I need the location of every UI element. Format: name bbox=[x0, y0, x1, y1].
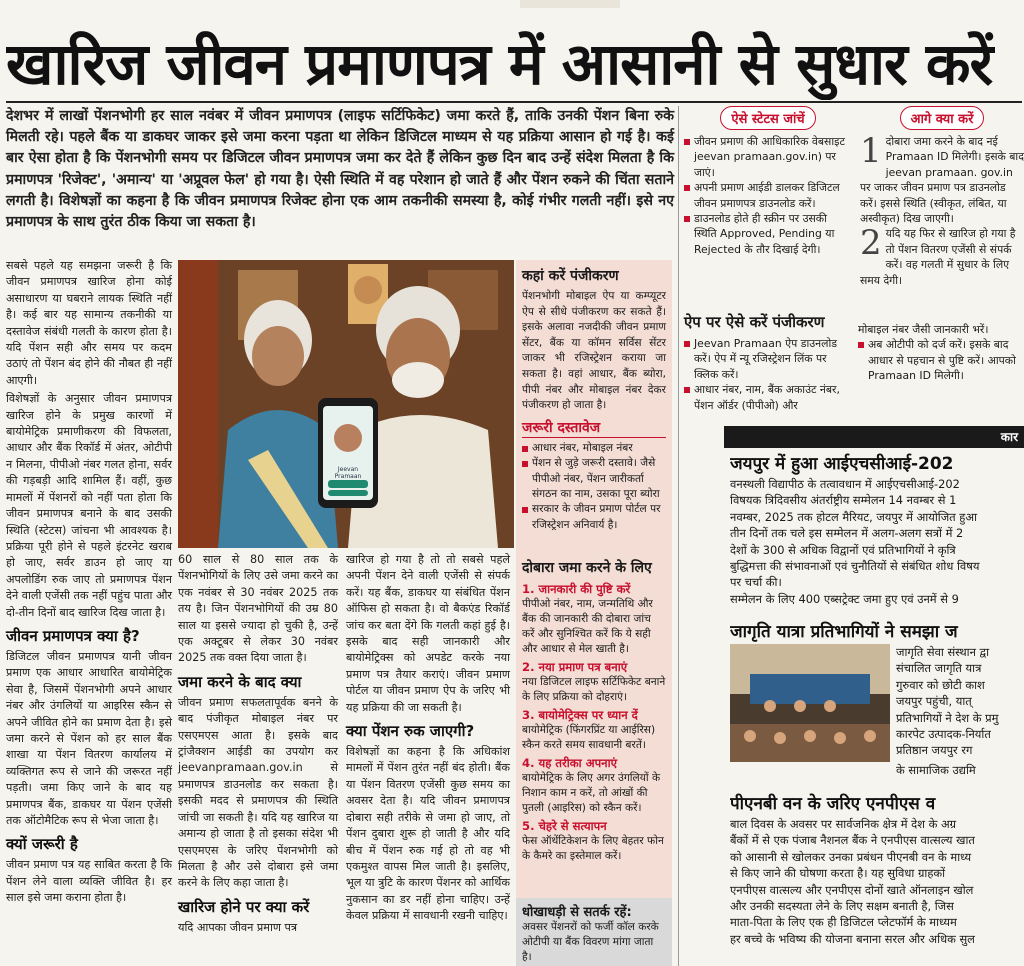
next-step-text: यदि यह फिर से खारिज हो गया है तो पेंशन वितरण एजेंसी से संपर्क करें। वह गलती में सुधार के लिए समय देगी। bbox=[860, 227, 1016, 287]
col1-para-1: सबसे पहले यह समझना जरूरी है कि जीवन प्रमाणपत्र खारिज होना कोई असाधारण या घबराने लायक स्थिति नहीं है। कई बार यह सामान्य तकनीकी या दस्तावेज संबंधी गलती के कारण होता है। यदि पेंशन सही और समय पर कदम उठाएं तो पेंशन बंद होने की नौबत ही नहीं आएगी। bbox=[6, 259, 172, 387]
news-line: एनपीएस वात्सल्य और एनपीएस दोनों खाते ऑनलाइन खोल bbox=[730, 882, 974, 897]
photo-illustration bbox=[178, 260, 514, 548]
fraud-warning-box bbox=[516, 898, 672, 966]
news-line: विषयक त्रिदिवसीय अंतर्राष्ट्रीय सम्मेलन 14 नवम्बर से 1 bbox=[730, 493, 957, 508]
next-step-1 bbox=[860, 131, 1024, 226]
col3-para-1: खारिज हो गया है तो तो सबसे पहले अपनी पेंशन देने वाली एजेंसी से संपर्क करें। यह बैंक, डाकघर या संबंधित पेंशन ऑफिस हो सकता है। वो बैकएंड रिकॉर्ड जांच कर बता देंगे कि गलती कहां हुई है। इसके बाद सही जानकारी और बायोमेट्रिक्स को अपडेट करके नया प्रमाण पत्र तैयार कराएं। जीवन प्रमाण पोर्टल या जीवन प्रमाण ऐप के जरिए भी यह प्रक्रिया की जा सकती है। bbox=[346, 553, 510, 714]
news-line: प्रतिभागियों ने देश के प्रमु bbox=[896, 710, 999, 725]
col2-subhead-2: खारिज होने पर क्या करें bbox=[178, 897, 310, 916]
lead-paragraph: देशभर में लाखों पेंशनभोगी हर साल नवंबर में जीवन प्रमाणपत्र (लाइफ सर्टिफिकेट) जमा करते हैं, ताकि उनकी पेंशन बिना रुके मिलती रहे। पहले बैंक या डाकघर जाकर इसे जमा करना पड़ता था लेकिन डिजिटल माध्यम से यह प्रक्रिया आसान हो गई है। कई बार ऐसा होता है कि पेंशनभोगी समय पर डिजिटल जीवन प्रमाणपत्र जमा कर देते हैं लेकिन कुछ दिन बाद उन्हें संदेश मिलता है कि प्रमाणपत्र 'रिजेक्ट', 'अमान्य' या 'अप्रूवल फेल' हो गया है। ऐसी स्थिति में वह परेशान हो जाते हैं और पेंशन रुकने की चिंता सताने लगती है। विशेषज्ञों का कहना है कि जीवन प्रमाणपत्र रिजेक्ट होना एक आम तकनीकी समस्या है, कोई गंभीर गलती नहीं। इसे नए प्रमाणपत्र के साथ तुरंत ठीक किया जा सकता है। bbox=[6, 108, 674, 231]
column-divider bbox=[678, 106, 679, 966]
step-heading: 4. यह तरीका अपनाएं bbox=[522, 756, 618, 770]
step-text: बायोमेट्रिक (फिंगरप्रिंट या आईरिस) स्कैन करते समय सावधानी बरतें। bbox=[522, 724, 656, 751]
col2-para-2: जीवन प्रमाण सफलतापूर्वक बनने के बाद पंजीकृत मोबाइल नंबर पर एसएमएस आता है। इसके बाद ट्रांजैक्शन आईडी का उपयोग कर jeevanpramaan.gov.in से प्रमाणपत्र डाउनलोड कर सकता है। इसकी मदद से प्रमाणपत्र की स्थिति जांची जा सकती है। यदि यह खारिज या अमान्य हो जाता है तो इसका संदेश भी एसएमएस के जरिए पेंशनभोगी को मिलता है और उसे दोबारा इसे जमा करने के लिए कहा जाता है। bbox=[178, 695, 338, 890]
col2-para-1: 60 साल से 80 साल तक के पेंशनभोगियों के लिए उसे जमा करने का एक नवंबर से 30 नवंबर 2025 तक तय है। जिन पेंशनभोगियों की उम्र 80 साल या इससे ज्यादा हो चुकी है, उन्हें एक अक्टूबर से लेकर 30 नवंबर 2025 तक वक्त दिया जाता है। bbox=[178, 553, 338, 665]
news-line: गुरुवार को छोटी काश bbox=[896, 677, 985, 692]
news-line: तीन दिनों तक चले इस सम्मेलन में अलग-अलग सत्रों में 2 bbox=[730, 526, 964, 541]
step-heading: 2. नया प्रमाण पत्र बनाएं bbox=[522, 660, 628, 674]
news-headline-3: पीएनबी वन के जरिए एनपीएस व bbox=[730, 794, 936, 814]
next-step-2 bbox=[860, 223, 1024, 288]
fraud-text: अवसर पेंशनरों को फर्जी कॉल करके ओटीपी या बैंक विवरण मांगा जाता है। bbox=[522, 921, 659, 963]
event-photo bbox=[730, 644, 890, 762]
app-step: अब ओटीपी को दर्ज करें। इसके बाद आधार से पहचान से पुष्टि करें। आपको Pramaan ID मिलेगी। bbox=[858, 337, 1018, 383]
col1-para-2: विशेषज्ञों के अनुसार जीवन प्रमाणपत्र खारिज होने के प्रमुख कारणों में बायोमेट्रिक प्रमाणीकरण की विफलता, आधार और बैंक रिकॉर्ड में अंतर, ओटीपी न मिलना, पीपीओ नंबर गलत होना, सर्वर की गड़बड़ी आदि शामिल हैं। वहीं, कुछ मामलों में पेंशनरों को नहीं पता होता कि जीवन प्रमाणपत्र बनाने के बाद उसकी स्थिति (स्टेटस) जांचना भी आवश्यक है। प्रक्रिया पूरी होने से पहले इंटरनेट खराब हो जाए, सर्वर डाउन हो जाए या अपलोडिंग रुक जाए तो प्रमाणपत्र पेंशन देने वाली एजेंसी तक नहीं पहुंच पाता और दो-तीन दिनों बाद खारिज दिख जाता है। bbox=[6, 392, 172, 619]
step-text: बायोमेट्रिक के लिए अगर उंगलियों के निशान काम न करें, तो आंखों की पुतली (आइरिस) को स्कैन करें। bbox=[522, 772, 661, 814]
news-line: संचालित जागृति यात्र bbox=[896, 661, 982, 676]
news-line: के सामाजिक उद्यमि bbox=[896, 763, 976, 777]
news-headline-2: जागृति यात्रा प्रतिभागियों ने समझा ज bbox=[730, 622, 958, 642]
next-title: आगे क्या करें bbox=[900, 106, 985, 130]
col1-subhead-2: क्यों जरूरी है bbox=[6, 835, 78, 854]
document-item: पेंशन से जुड़े जरूरी दस्तावे। जैसे पीपीओ नंबर, पेंशन जारीकर्ता संगठन का नाम, उसका पूरा ब्योरा bbox=[522, 456, 666, 502]
article-column-1 bbox=[6, 258, 172, 909]
news-section-label: कार bbox=[1000, 430, 1018, 444]
step-heading: 3. बायोमेट्रिक्स पर ध्यान दें bbox=[522, 708, 638, 722]
step-text: फेस ऑथेंटिकेशन के लिए बेहतर फोन के कैमरे का इस्तेमाल करें। bbox=[522, 835, 664, 862]
news-headline-1: जयपुर में हुआ आईएचसीआई-202 bbox=[730, 454, 954, 474]
next-steps-box bbox=[860, 106, 1024, 288]
news-line: जागृति सेवा संस्थान द्वा bbox=[896, 645, 990, 659]
status-item: जीवन प्रमाण की आधिकारिक वेबसाइट jeevan pramaan.gov.in) पर जाएं। bbox=[684, 134, 852, 180]
phone-app-label: Jeevan Pramaan bbox=[334, 466, 362, 480]
status-item: अपनी प्रमाण आईडी डालकर डिजिटल जीवन प्रमाणपत्र डाउनलोड करें। bbox=[684, 180, 852, 211]
news-line: पर चर्चा की। bbox=[730, 575, 782, 590]
app-step: Jeevan Pramaan ऐप डाउनलोड करें। ऐप में न्यू रजिस्ट्रेशन लिंक पर क्लिक करें। bbox=[684, 336, 848, 382]
news-line: बाल दिवस के अवसर पर सार्वजनिक क्षेत्र में देश के अग्र bbox=[730, 817, 957, 831]
news-story-3 bbox=[730, 792, 1024, 947]
page-headline: खारिज जीवन प्रमाणपत्र में आसानी से सुधार करें bbox=[6, 30, 993, 98]
col1-para-3: डिजिटल जीवन प्रमाणपत्र यानी जीवन प्रमाण एक आधार आधारित बायोमेट्रिक सेवा है, जिसमें पेंशनभोगी अपने आधार नंबर और उंगलियों या आइरिस स्कैन से अपने जीवित होने का प्रमाण देता है। इसे जमा करने से पेंशन को हर साल बैंक शाखा या पेंशन वितरण कार्यालय में व्यक्तिगत रूप से जाने की जरूरत नहीं पड़ती। जमा किए जाने के बाद यह प्रमाणपत्र बैंक, डाकघर या पेंशन एजेंसी तक ऑटोमैटिक रूप से भेजा जाता है। bbox=[6, 649, 172, 827]
document-item: सरकार के जीवन प्रमाण पोर्टल पर रजिस्ट्रेशन अनिवार्य है। bbox=[522, 502, 666, 533]
news-story-2 bbox=[730, 620, 1024, 778]
news-line: वनस्थली विद्यापीठ के तत्वावधान में आईएचसीआई-202 bbox=[730, 477, 960, 491]
status-check-box bbox=[684, 106, 852, 257]
step-number: 2 bbox=[860, 223, 882, 264]
next-step-text: दोबारा जमा करने के बाद नई Pramaan ID मिलेगी। इसके बाद jeevan pramaan. gov.in पर जाकर जीवन प्रमाण पत्र डाउनलोड करें। इससे स्थिति (स्वीकृत, लंबित, या अस्वीकृत) दिख जाएगी। bbox=[860, 135, 1024, 226]
registration-box bbox=[516, 260, 672, 556]
step-heading: 5. चेहरे से सत्यापन bbox=[522, 819, 607, 833]
event-photo-illustration bbox=[730, 644, 890, 762]
col3-para-2: विशेषज्ञों का कहना है कि अधिकांश मामलों में पेंशन तुरंत नहीं बंद होती। बैंक या पेंशन वितरण एजेंसी कुछ समय का अवसर देता है। यदि जीवन प्रमाणपत्र दोबारा सही तरीके से जमा हो जाए, तो पेंशन दुबारा शुरू हो जाती है और यदि बीच में पेंशन रुक गई हो तो वह भी एकमुश्त वापस मिल जाती है। इसलिए, भूल या त्रुटि के कारण पेंशनर को आर्थिक नुकसान का डर नहीं होना चाहिए। उन्हें केवल प्रक्रिया में सावधानी रखनी चाहिए। bbox=[346, 745, 510, 923]
top-edge bbox=[520, 0, 620, 8]
news-line: को आसानी से खोलकर उनका प्रबंधन पीएनबी वन के माध्य bbox=[730, 849, 972, 864]
news-line: सम्मेलन के लिए 400 एब्सट्रेक्ट जमा हुए एवं उनमें से 9 bbox=[730, 591, 959, 606]
col3-subhead-1: क्या पेंशन रुक जाएगी? bbox=[346, 722, 475, 741]
col2-subhead-1: जमा करने के बाद क्या bbox=[178, 672, 302, 691]
news-line: से किए जाने की घोषणा करता है। यह सुविधा ग्राहकों bbox=[730, 866, 946, 881]
registration-title: कहां करें पंजीकरण bbox=[522, 268, 619, 284]
news-line: हर बच्चे के भविष्य की योजना बनाना सरल और अधिक सुल bbox=[730, 931, 975, 946]
document-item: आधार नंबर, मोबाइल नंबर bbox=[522, 441, 666, 456]
app-step-continued: मोबाइल नंबर जैसी जानकारी भरें। bbox=[858, 323, 989, 336]
status-item: डाउनलोड होते ही स्क्रीन पर उसकी स्थिति Approved, Pending या Rejected के तौर दिखाई देगी। bbox=[684, 211, 852, 257]
resubmit-box bbox=[516, 552, 672, 912]
resubmit-title: दोबारा जमा करने के लिए bbox=[522, 560, 652, 576]
article-column-3 bbox=[346, 552, 510, 927]
news-line: कारपेट उत्पादक-निर्यात bbox=[896, 727, 991, 742]
news-line: प्रतिष्ठान जयपुर रग bbox=[896, 743, 973, 758]
news-line: जयपुर पहुंची, यात् bbox=[896, 694, 972, 709]
app-step: आधार नंबर, नाम, बैंक अकाउंट नंबर, पेंशन ऑर्डर (पीपीओ) और bbox=[684, 382, 848, 413]
app-registration-box bbox=[684, 312, 1024, 413]
status-title: ऐसे स्टेटस जांचें bbox=[720, 106, 815, 130]
news-line: देशों के 300 से अधिक विद्वानों एवं प्रतिभागियों ने कृत्रि bbox=[730, 542, 956, 557]
col1-para-4: जीवन प्रमाण पत्र यह साबित करता है कि पेंशन लेने वाला व्यक्ति जीवित है। हर साल इसे जमा कराना होता है। bbox=[6, 858, 172, 905]
news-line: माता-पिता के लिए एक ही डिजिटल प्लेटफॉर्म के माध्यम bbox=[730, 915, 957, 930]
app-title: ऐप पर ऐसे करें पंजीकरण bbox=[684, 313, 825, 331]
step-text: पीपीओ नंबर, नाम, जन्मतिथि और बैंक की जानकारी की दोबारा जांच करें और सुनिश्चित करें कि ये सही और आधार से मेल खाती है। bbox=[522, 598, 653, 655]
news-line: नवम्बर, 2025 तक होटल मैरियट, जयपुर में आयोजित हुआ bbox=[730, 509, 977, 524]
news-story-1 bbox=[730, 452, 1024, 607]
documents-title: जरूरी दस्तावेज bbox=[522, 418, 666, 438]
registration-text: पेंशनभोगी मोबाइल ऐप या कम्प्यूटर ऐप से सीधे पंजीकरण कर सकते हैं। इसके अलावा नजदीकी जीवन प्रमाण सेंटर, बैंक या कॉमन सर्विस सेंटर जाकर भी रजिस्ट्रेशन कराया जा सकता है। वहां आधार, बैंक ब्योरा, पीपी नंबर और मोबाइल नंबर देकर पंजीकरण हो जाता है। bbox=[522, 290, 666, 412]
col2-para-3: यदि आपका जीवन प्रमाण पत्र bbox=[178, 920, 298, 934]
news-line: बुद्धिमत्ता की संभावनाओं एवं चुनौतियों से संबंधित शोध विषय bbox=[730, 559, 980, 574]
elderly-couple-photo bbox=[178, 260, 514, 548]
headline-rule bbox=[6, 101, 1022, 103]
step-heading: 1. जानकारी की पुष्टि करें bbox=[522, 582, 631, 596]
fraud-title: धोखाधड़ी से सतर्क रहें: bbox=[522, 905, 632, 920]
step-text: नया डिजिटल लाइफ सर्टिफिकेट बनाने के लिए प्रक्रिया को दोहराएं। bbox=[522, 676, 666, 703]
news-section-bar bbox=[724, 426, 1024, 448]
article-column-2 bbox=[178, 552, 338, 938]
news-line: और उनकी सदस्यता लेने के लिए सक्षम बनाती है, जिस bbox=[730, 899, 954, 914]
news-line: बैंकों में से एक पंजाब नैशनल बैंक ने एनपीएस वात्सल्य खात bbox=[730, 833, 975, 848]
step-number: 1 bbox=[860, 131, 882, 171]
col1-subhead-1: जीवन प्रमाणपत्र क्या है? bbox=[6, 626, 140, 645]
